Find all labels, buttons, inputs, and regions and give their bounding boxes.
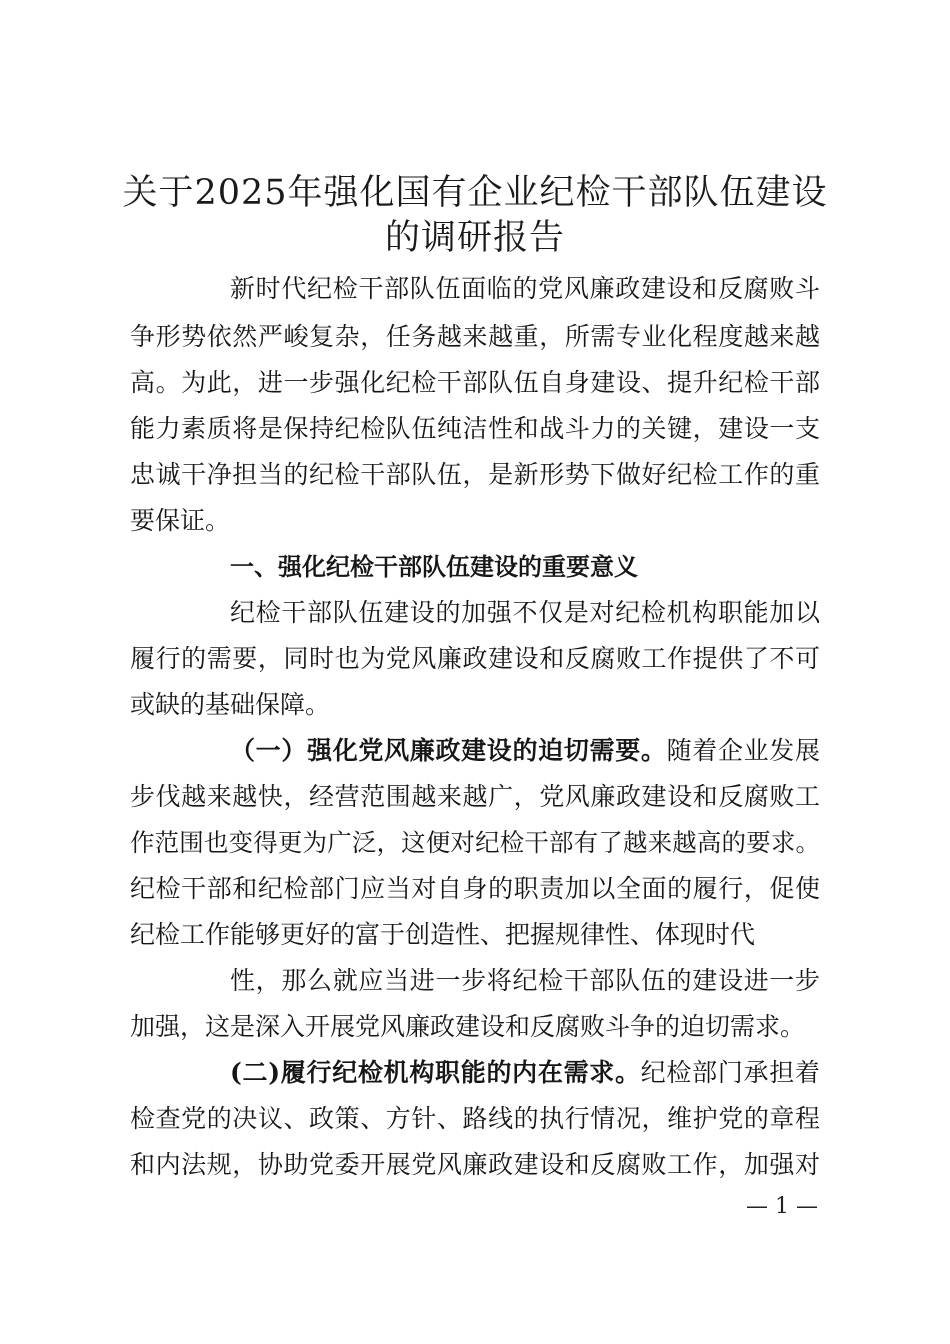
body-line: 高。为此，进一步强化纪检干部队伍自身建设、提升纪检干部	[130, 368, 820, 397]
subheading-1: （一）强化党风廉政建设的迫切需要。	[230, 736, 667, 765]
body-line: 要保证。	[130, 506, 231, 535]
body-line	[230, 1057, 820, 1089]
document-title-line-1: 关于2025年强化国有企业纪检干部队伍建设	[122, 173, 828, 213]
document-title-line-2: 的调研报告	[384, 218, 565, 258]
body-line: 和内法规，协助党委开展党风廉政建设和反腐败工作，加强对	[130, 1150, 820, 1179]
body-line: 纪检干部和纪检部门应当对自身的职责加以全面的履行，促使	[130, 874, 820, 903]
body-line: 争形势依然严峻复杂，任务越来越重，所需专业化程度越来越	[130, 322, 820, 351]
body-line: 纪检干部队伍建设的加强不仅是对纪检机构职能加以	[230, 598, 820, 627]
body-line: 履行的需要，同时也为党风廉政建设和反腐败工作提供了不可	[130, 644, 820, 673]
body-line: 性，那么就应当进一步将纪检干部队伍的建设进一步	[230, 966, 820, 995]
body-line: 新时代纪检干部队伍面临的党风廉政建设和反腐败斗	[230, 274, 820, 303]
body-line: 加强，这是深入开展党风廉政建设和反腐败斗争的迫切需求。	[130, 1012, 806, 1041]
body-line: 步伐越来越快，经营范围越来越广，党风廉政建设和反腐败工	[130, 782, 820, 811]
body-line: 能力素质将是保持纪检队伍纯洁性和战斗力的关键，建设一支	[130, 414, 820, 443]
body-line: 纪检工作能够更好的富于创造性、把握规律性、体现时代	[130, 920, 756, 949]
body-text: 纪检部门承担着	[640, 1058, 820, 1087]
body-line: 忠诚干净担当的纪检干部队伍，是新形势下做好纪检工作的重	[130, 460, 820, 489]
section-heading: 一、强化纪检干部队伍建设的重要意义	[230, 553, 638, 581]
body-line: 检查党的决议、政策、方针、路线的执行情况，维护党的章程	[130, 1104, 820, 1133]
body-line: 或缺的基础保障。	[130, 690, 331, 719]
subheading-2: (二)履行纪检机构职能的内在需求。	[230, 1058, 641, 1087]
body-text: 随着企业发展	[666, 736, 820, 765]
page-number: — 1 —	[746, 1194, 818, 1219]
body-line: 作范围也变得更为广泛，这便对纪检干部有了越来越高的要求。	[130, 828, 820, 857]
body-line	[230, 735, 820, 767]
